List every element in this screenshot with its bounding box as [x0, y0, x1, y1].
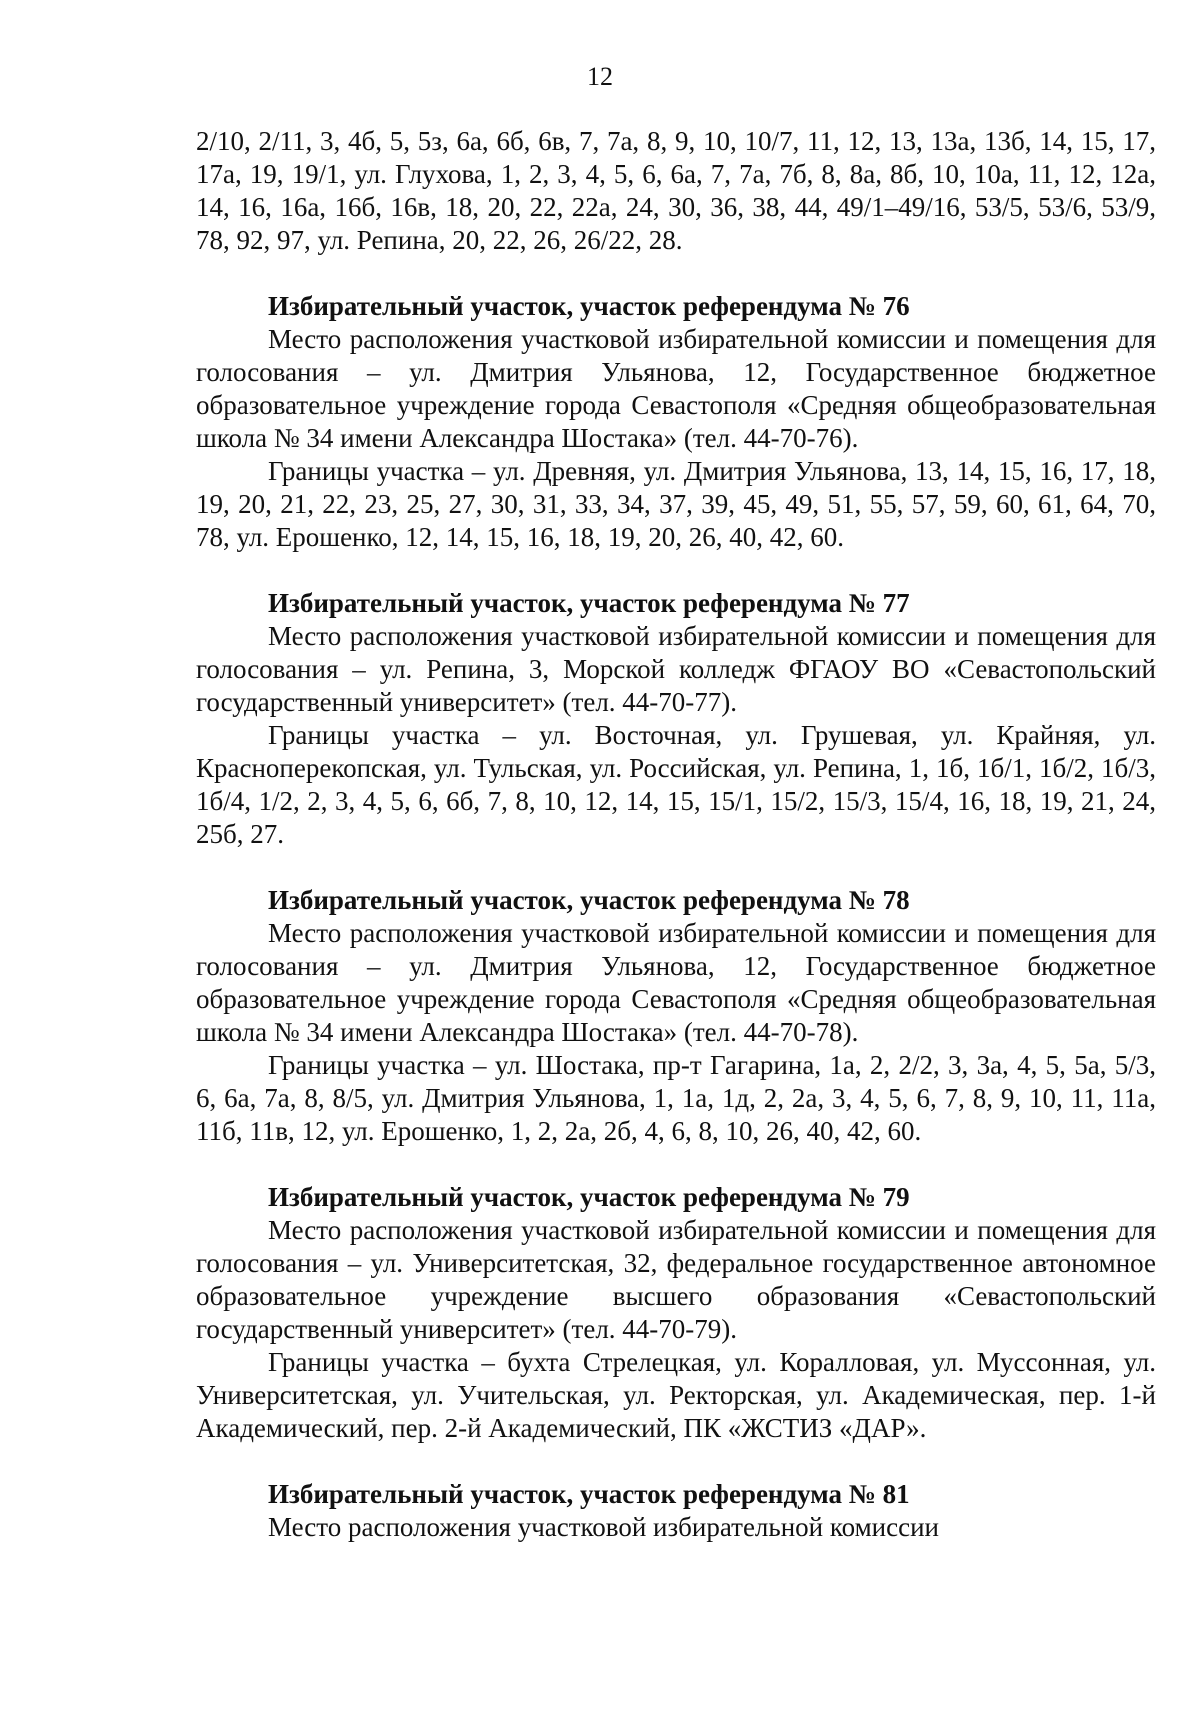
- precinct-78: [196, 884, 1156, 1148]
- section-heading: Избирательный участок, участок референдума № 76: [268, 291, 910, 321]
- document-body: [196, 125, 1156, 1544]
- section-heading: Избирательный участок, участок референдума № 77: [268, 588, 910, 618]
- location-paragraph: Место расположения участковой избирательной комиссии и помещения для голосования – ул. Репина, 3, Морской колледж ФГАОУ ВО «Севастопольский государственный университет» (тел. 44-70-77).: [196, 621, 1156, 717]
- precinct-81: [196, 1478, 1156, 1544]
- location-paragraph: Место расположения участковой избирательной комиссии и помещения для голосования – ул. Дмитрия Ульянова, 12, Государственное бюджетное образовательное учреждение города Севастополя «Средняя общеобразовательная школа № 34 имени Александра Шостака» (тел. 44-70-76).: [196, 324, 1156, 453]
- precinct-77: [196, 587, 1156, 851]
- page-number: 12: [587, 62, 613, 91]
- boundaries-paragraph: Границы участка – бухта Стрелецкая, ул. Коралловая, ул. Муссонная, ул. Университетская, ул. Учительская, ул. Ректорская, ул. Академическая, пер. 1-й Академический, пер. 2-й Академический, ПК «ЖСТИЗ «ДАР».: [196, 1347, 1156, 1443]
- location-paragraph: Место расположения участковой избирательной комиссии: [268, 1512, 939, 1542]
- section-heading: Избирательный участок, участок референдума № 81: [268, 1479, 910, 1509]
- boundaries-paragraph: Границы участка – ул. Шостака, пр-т Гагарина, 1а, 2, 2/2, 3, 3а, 4, 5, 5а, 5/3, 6, 6а, 7а, 8, 8/5, ул. Дмитрия Ульянова, 1, 1а, 1д, 2, 2а, 3, 4, 5, 6, 7, 8, 9, 10, 11, 11а, 11б, 11в, 12, ул. Ерошенко, 1, 2, 2а, 2б, 4, 6, 8, 10, 26, 40, 42, 60.: [196, 1050, 1156, 1146]
- precinct-76: [196, 290, 1156, 554]
- location-paragraph: Место расположения участковой избирательной комиссии и помещения для голосования – ул. Университетская, 32, федеральное государственное автономное образовательное учреждение высшего образования «Севастопольский государственный университет» (тел. 44-70-79).: [196, 1215, 1156, 1344]
- location-paragraph: Место расположения участковой избирательной комиссии и помещения для голосования – ул. Дмитрия Ульянова, 12, Государственное бюджетное образовательное учреждение города Севастополя «Средняя общеобразовательная школа № 34 имени Александра Шостака» (тел. 44-70-78).: [196, 918, 1156, 1047]
- continuation-paragraph: 2/10, 2/11, 3, 4б, 5, 5з, 6а, 6б, 6в, 7, 7а, 8, 9, 10, 10/7, 11, 12, 13, 13а, 13б, 14, 15, 17, 17а, 19, 19/1, ул. Глухова, 1, 2, 3, 4, 5, 6, 6а, 7, 7а, 7б, 8, 8а, 8б, 10, 10а, 11, 12, 12а, 14, 16, 16а, 16б, 16в, 18, 20, 22, 22а, 24, 30, 36, 38, 44, 49/1–49/16, 53/5, 53/6, 53/9, 78, 92, 97, ул. Репина, 20, 22, 26, 26/22, 28.: [196, 126, 1156, 255]
- boundaries-paragraph: Границы участка – ул. Восточная, ул. Грушевая, ул. Крайняя, ул. Красноперекопская, ул. Тульская, ул. Российская, ул. Репина, 1, 1б, 1б/1, 1б/2, 1б/3, 1б/4, 1/2, 2, 3, 4, 5, 6, 6б, 7, 8, 10, 12, 14, 15, 15/1, 15/2, 15/3, 15/4, 16, 18, 19, 21, 24, 25б, 27.: [196, 720, 1156, 849]
- boundaries-paragraph: Границы участка – ул. Древняя, ул. Дмитрия Ульянова, 13, 14, 15, 16, 17, 18, 19, 20, 21, 22, 23, 25, 27, 30, 31, 33, 34, 37, 39, 45, 49, 51, 55, 57, 59, 60, 61, 64, 70, 78, ул. Ерошенко, 12, 14, 15, 16, 18, 19, 20, 26, 40, 42, 60.: [196, 456, 1156, 552]
- section-heading: Избирательный участок, участок референдума № 79: [268, 1182, 910, 1212]
- section-heading: Избирательный участок, участок референдума № 78: [268, 885, 910, 915]
- precinct-79: [196, 1181, 1156, 1445]
